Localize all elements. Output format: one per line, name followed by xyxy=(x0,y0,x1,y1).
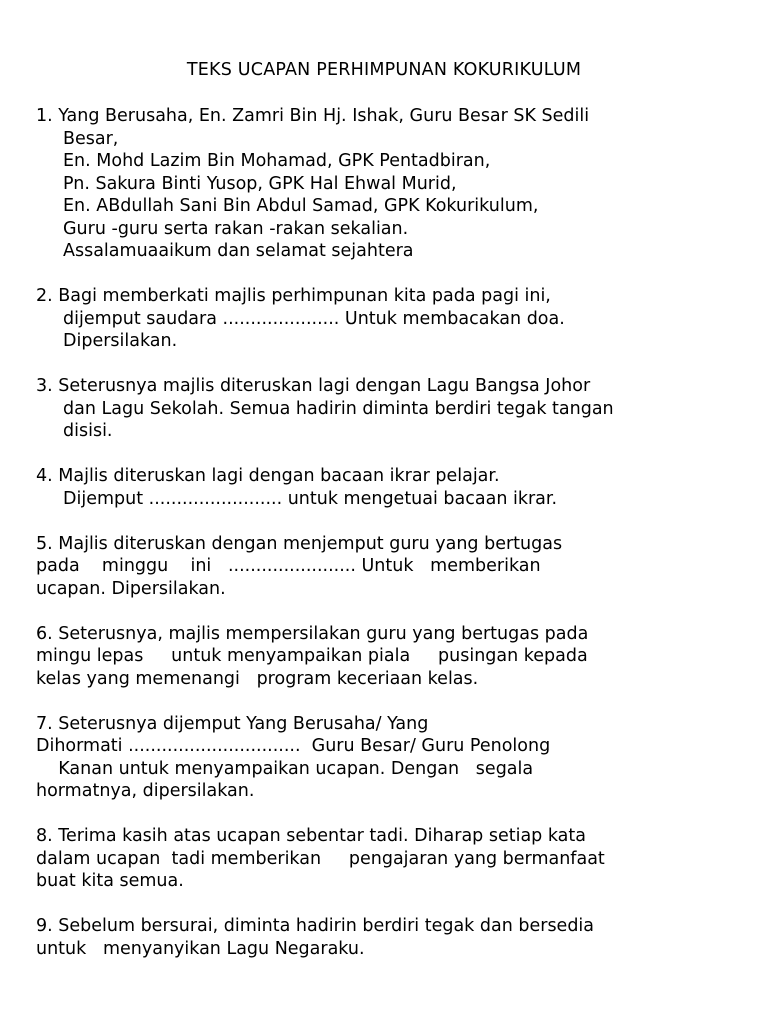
item-line: Kanan untuk menyampaikan ucapan. Dengan segala xyxy=(36,758,534,779)
item-line: Guru -guru serta rakan -rakan sekalian. xyxy=(63,218,409,239)
item-line: En. ABdullah Sani Bin Abdul Samad, GPK Kokurikulum, xyxy=(63,196,539,216)
item-line: disisi. xyxy=(63,421,113,441)
speech-item-1 xyxy=(36,105,736,285)
blank-line xyxy=(36,263,736,286)
item-line: Dijemput ........................ untuk mengetuai bacaan ikrar. xyxy=(63,488,558,509)
blank-line xyxy=(36,690,736,713)
speech-item-list xyxy=(36,105,736,960)
item-line: 2. Bagi memberkati majlis perhimpunan kita pada pagi ini, xyxy=(36,286,551,306)
blank-line xyxy=(36,443,736,466)
item-line: buat kita semua. xyxy=(36,871,184,891)
item-line: Dihormati ............................... Guru Besar/ Guru Penolong xyxy=(36,736,551,756)
speech-item-8 xyxy=(36,825,736,915)
item-line: mingu lepas untuk menyampaikan piala pusingan kepada xyxy=(36,646,588,666)
blank-line xyxy=(36,803,736,826)
blank-line xyxy=(36,893,736,916)
speech-item-3 xyxy=(36,375,736,465)
item-line: 8. Terima kasih atas ucapan sebentar tadi. Diharap setiap kata xyxy=(36,826,586,846)
item-line: pada minggu ini ....................... Untuk memberikan xyxy=(36,556,541,576)
item-line: kelas yang memenangi program keceriaan kelas. xyxy=(36,668,479,689)
item-line: 3. Seterusnya majlis diteruskan lagi dengan Lagu Bangsa Johor xyxy=(36,376,591,396)
item-line: ucapan. Dipersilakan. xyxy=(36,578,226,599)
item-line: Assalamuaaikum dan selamat sejahtera xyxy=(63,241,414,261)
item-line: Besar, xyxy=(63,128,119,149)
item-line: dan Lagu Sekolah. Semua hadirin diminta berdiri tegak tangan xyxy=(63,398,614,419)
item-line: Dipersilakan. xyxy=(63,331,178,351)
blank-line xyxy=(36,510,736,533)
item-line: untuk menyanyikan Lagu Negaraku. xyxy=(36,938,365,959)
item-line: 5. Majlis diteruskan dengan menjemput guru yang bertugas xyxy=(36,533,563,554)
item-line: 9. Sebelum bersurai, diminta hadirin berdiri tegak dan bersedia xyxy=(36,916,595,936)
document-title: TEKS UCAPAN PERHIMPUNAN KOKURIKULUM xyxy=(186,60,582,80)
blank-line xyxy=(36,600,736,623)
speech-item-5 xyxy=(36,533,736,623)
item-line: hormatnya, dipersilakan. xyxy=(36,781,255,801)
speech-item-9 xyxy=(36,915,736,960)
item-line: Pn. Sakura Binti Yusop, GPK Hal Ehwal Murid, xyxy=(63,173,457,194)
item-line: dalam ucapan tadi memberikan pengajaran yang bermanfaat xyxy=(36,848,605,869)
speech-item-4 xyxy=(36,465,736,533)
speech-item-7 xyxy=(36,713,736,826)
speech-item-2 xyxy=(36,285,736,375)
blank-line xyxy=(36,353,736,376)
item-line: 7. Seterusnya dijemput Yang Berusaha/ Yang xyxy=(36,713,429,734)
item-line: 6. Seterusnya, majlis mempersilakan guru yang bertugas pada xyxy=(36,623,589,644)
item-line: dijemput saudara ..................... Untuk membacakan doa. xyxy=(63,308,565,329)
item-line: 4. Majlis diteruskan lagi dengan bacaan ikrar pelajar. xyxy=(36,466,500,486)
item-line: En. Mohd Lazim Bin Mohamad, GPK Pentadbiran, xyxy=(63,151,491,171)
speech-item-6 xyxy=(36,623,736,713)
item-line: 1. Yang Berusaha, En. Zamri Bin Hj. Ishak, Guru Besar SK Sedili xyxy=(36,106,590,126)
